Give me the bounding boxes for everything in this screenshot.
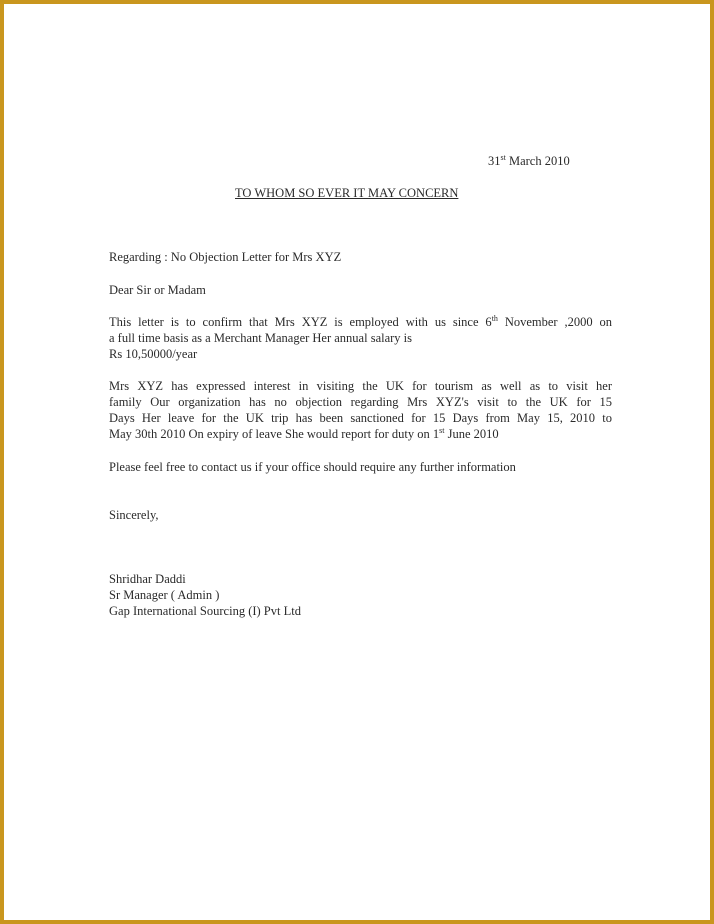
paragraph-line: a full time basis as a Merchant Manager Her annual salary is	[109, 331, 413, 345]
signatory-name: Shridhar Daddi	[109, 572, 186, 586]
paragraph-line: Days Her leave for the UK trip has been sanctioned for 15 Days from May 15, 2010 to	[109, 411, 612, 425]
paragraph-contact: Please feel free to contact us if your office should require any further information	[109, 460, 516, 474]
signatory-company: Gap International Sourcing (I) Pvt Ltd	[109, 604, 301, 618]
letter-heading: TO WHOM SO EVER IT MAY CONCERN	[235, 186, 459, 200]
paragraph-line: This letter is to confirm that Mrs XYZ is employed with us since 6th November ,2000 on	[109, 313, 612, 329]
closing: Sincerely,	[109, 508, 159, 522]
paragraph-line: May 30th 2010 On expiry of leave She would report for duty on 1st June 2010	[109, 425, 499, 441]
paragraph-line: Mrs XYZ has expressed interest in visiting the UK for tourism as well as to visit her	[109, 379, 612, 393]
signatory-title: Sr Manager ( Admin )	[109, 588, 220, 602]
paragraph-line: family Our organization has no objection regarding Mrs XYZ's visit to the UK for 15	[109, 395, 612, 409]
salutation: Dear Sir or Madam	[109, 283, 206, 297]
regarding-line: Regarding : No Objection Letter for Mrs XYZ	[109, 250, 342, 264]
paragraph-line: Rs 10,50000/year	[109, 347, 198, 361]
letter-date: 31st March 2010	[488, 152, 570, 168]
